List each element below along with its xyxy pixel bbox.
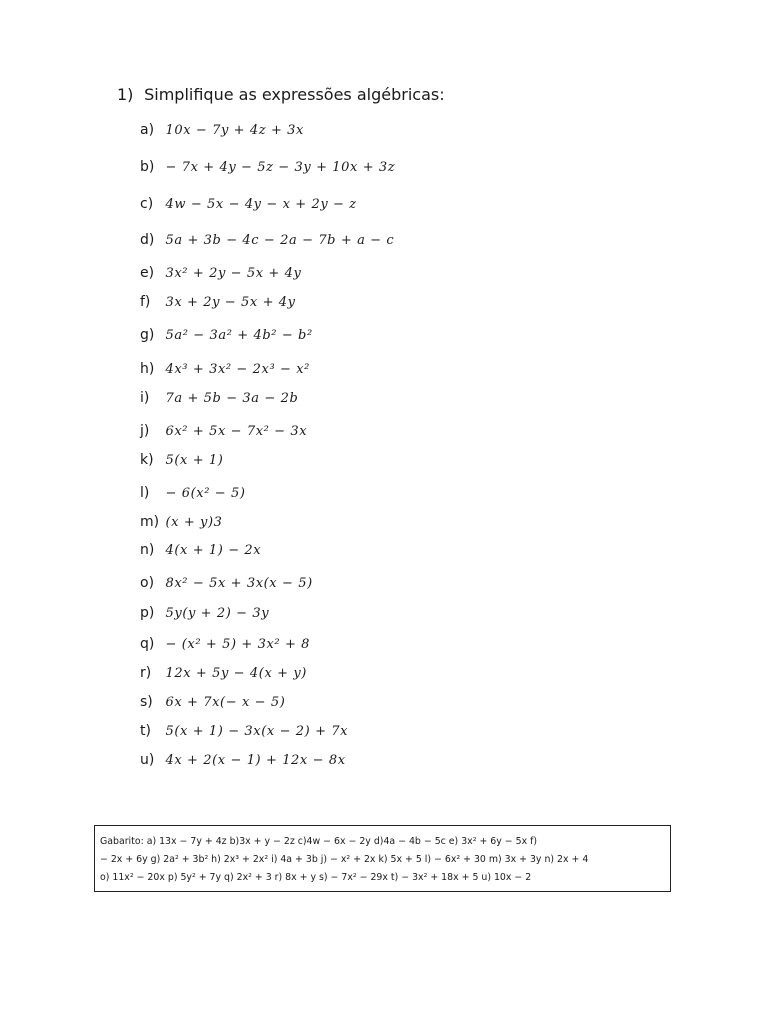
item-label: r): [140, 665, 152, 681]
answer-key-line-3: o) 11x² − 20x p) 5y² + 7y q) 2x² + 3 r) 8x + y s) − 7x² − 29x t) − 3x² + 18x + 5 u) 10x − 2: [100, 872, 532, 883]
exercise-item-b: [140, 159, 395, 176]
exercise-heading: [117, 85, 445, 104]
item-expression: 8x² − 5x + 3x(x − 5): [165, 576, 313, 591]
exercise-item-g: [140, 327, 313, 344]
exercise-item-p: [140, 605, 269, 622]
item-expression: 10x − 7y + 4z + 3x: [165, 123, 304, 138]
answer-key-box: [94, 825, 671, 892]
item-label: d): [140, 232, 155, 248]
exercise-item-t: [140, 723, 348, 740]
item-expression: 6x + 7x(− x − 5): [165, 695, 286, 710]
exercise-item-r: [140, 665, 307, 682]
item-expression: − 6(x² − 5): [165, 486, 246, 501]
item-label: t): [140, 723, 151, 739]
item-expression: 5y(y + 2) − 3y: [165, 606, 270, 621]
exercise-item-s: [140, 694, 285, 711]
item-label: m): [140, 514, 160, 530]
item-label: u): [140, 752, 155, 768]
exercise-item-q: [140, 636, 310, 653]
item-label: g): [140, 327, 155, 343]
exercise-title: Simplifique as expressões algébricas:: [144, 85, 445, 104]
exercise-item-n: [140, 542, 261, 559]
item-expression: 3x² + 2y − 5x + 4y: [165, 266, 302, 281]
item-expression: 4w − 5x − 4y − x + 2y − z: [165, 197, 357, 212]
item-label: c): [140, 196, 154, 212]
item-expression: 5a² − 3a² + 4b² − b²: [165, 328, 313, 343]
exercise-item-m: [140, 514, 223, 531]
answer-key-line-1: Gabarito: a) 13x − 7y + 4z b)3x + y − 2z c)4w − 6x − 2y d)4a − 4b − 5c e) 3x² + 6y − 5x f): [100, 836, 538, 847]
item-label: k): [140, 452, 154, 468]
answer-key-line-2: − 2x + 6y g) 2a² + 3b² h) 2x³ + 2x² i) 4a + 3b j) − x² + 2x k) 5x + 5 l) − 6x² + 30 m) 3x + 3y n) 2x + 4: [100, 854, 589, 865]
item-expression: 5(x + 1): [165, 453, 224, 468]
item-label: i): [140, 390, 150, 406]
item-label: s): [140, 694, 153, 710]
item-expression: (x + y)3: [165, 515, 223, 530]
exercise-item-c: [140, 196, 357, 213]
item-expression: 3x + 2y − 5x + 4y: [165, 295, 296, 310]
item-label: h): [140, 361, 155, 377]
item-expression: 7a + 5b − 3a − 2b: [165, 391, 299, 406]
item-expression: 4x + 2(x − 1) + 12x − 8x: [165, 753, 346, 768]
exercise-item-i: [140, 390, 298, 407]
item-expression: − (x² + 5) + 3x² + 8: [165, 637, 311, 652]
exercise-item-f: [140, 294, 296, 311]
item-label: a): [140, 122, 155, 138]
item-expression: 12x + 5y − 4(x + y): [165, 666, 307, 681]
item-label: n): [140, 542, 155, 558]
item-label: e): [140, 265, 155, 281]
exercise-item-k: [140, 452, 223, 469]
exercise-item-j: [140, 423, 307, 440]
item-label: o): [140, 575, 155, 591]
item-label: f): [140, 294, 151, 310]
item-expression: 4x³ + 3x² − 2x³ − x²: [165, 362, 310, 377]
item-label: l): [140, 485, 150, 501]
item-expression: 5(x + 1) − 3x(x − 2) + 7x: [165, 724, 349, 739]
exercise-number: 1): [117, 85, 134, 104]
exercise-item-e: [140, 265, 301, 282]
exercise-item-o: [140, 575, 313, 592]
item-expression: 5a + 3b − 4c − 2a − 7b + a − c: [165, 233, 395, 248]
exercise-item-d: [140, 232, 394, 249]
item-label: j): [140, 423, 150, 439]
item-expression: − 7x + 4y − 5z − 3y + 10x + 3z: [165, 160, 396, 175]
item-label: q): [140, 636, 155, 652]
exercise-item-h: [140, 361, 310, 378]
item-label: p): [140, 605, 155, 621]
item-expression: 4(x + 1) − 2x: [165, 543, 262, 558]
exercise-item-a: [140, 122, 304, 139]
exercise-item-u: [140, 752, 346, 769]
exercise-item-l: [140, 485, 246, 502]
item-expression: 6x² + 5x − 7x² − 3x: [165, 424, 308, 439]
item-label: b): [140, 159, 155, 175]
